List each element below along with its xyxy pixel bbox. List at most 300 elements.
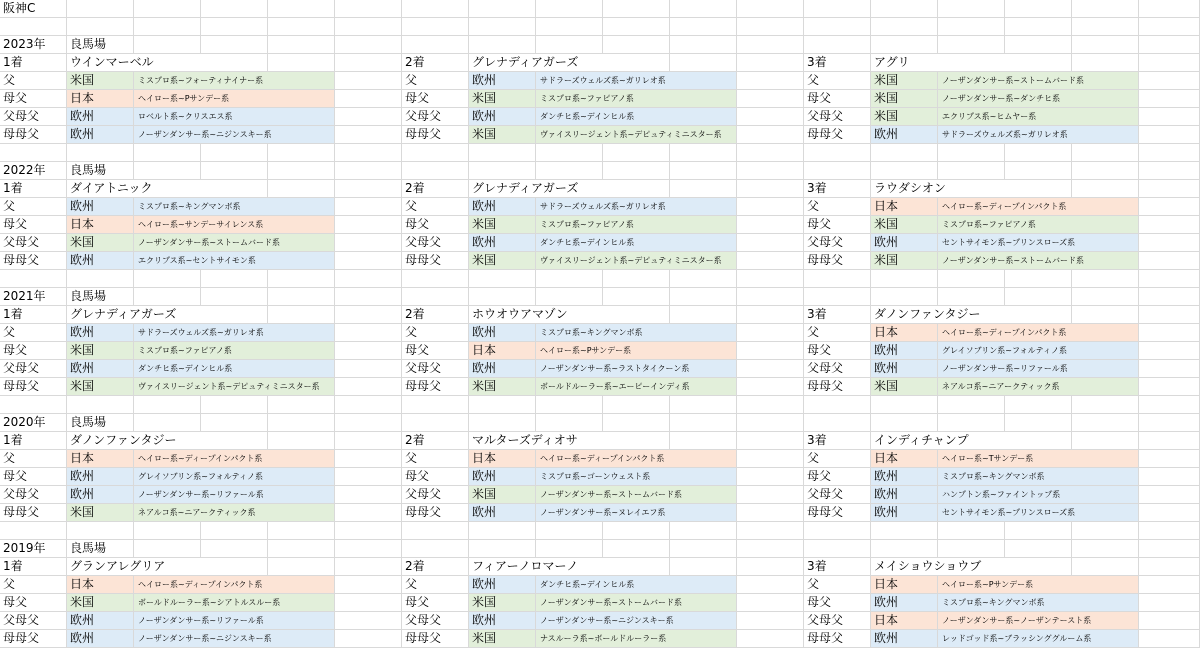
empty-cell[interactable] bbox=[1072, 54, 1139, 72]
empty-cell[interactable] bbox=[737, 324, 804, 342]
empty-cell[interactable] bbox=[67, 396, 134, 414]
empty-cell[interactable] bbox=[871, 396, 938, 414]
empty-cell[interactable] bbox=[134, 414, 201, 432]
empty-cell[interactable] bbox=[1072, 522, 1139, 540]
empty-cell[interactable] bbox=[1139, 234, 1200, 252]
empty-cell[interactable] bbox=[804, 396, 871, 414]
empty-cell[interactable] bbox=[603, 288, 670, 306]
empty-cell[interactable] bbox=[1139, 270, 1200, 288]
sire-line: ノーザンダンサー系~ニジンスキー系 bbox=[134, 630, 335, 648]
empty-cell[interactable] bbox=[737, 126, 804, 144]
empty-cell[interactable] bbox=[335, 450, 402, 468]
empty-cell[interactable] bbox=[268, 414, 335, 432]
empty-cell[interactable] bbox=[201, 522, 268, 540]
empty-cell[interactable] bbox=[871, 18, 938, 36]
year-label: 2022年 bbox=[0, 162, 67, 180]
empty-cell[interactable] bbox=[670, 306, 737, 324]
sire-line: サドラーズウェルズ系~ガリレオ系 bbox=[134, 324, 335, 342]
region-label: 米国 bbox=[469, 126, 536, 144]
sire-line: ノーザンダンサー系~ノーザンテースト系 bbox=[938, 612, 1139, 630]
empty-cell[interactable] bbox=[536, 288, 603, 306]
empty-cell[interactable] bbox=[737, 54, 804, 72]
empty-cell[interactable] bbox=[737, 576, 804, 594]
empty-cell[interactable] bbox=[871, 414, 938, 432]
empty-cell[interactable] bbox=[335, 558, 402, 576]
empty-cell[interactable] bbox=[1139, 0, 1200, 18]
empty-cell[interactable] bbox=[1005, 522, 1072, 540]
empty-cell[interactable] bbox=[335, 378, 402, 396]
empty-cell[interactable] bbox=[402, 0, 469, 18]
empty-cell[interactable] bbox=[737, 612, 804, 630]
empty-cell[interactable] bbox=[268, 558, 335, 576]
empty-cell[interactable] bbox=[402, 414, 469, 432]
empty-cell[interactable] bbox=[1139, 360, 1200, 378]
empty-cell[interactable] bbox=[737, 198, 804, 216]
empty-cell[interactable] bbox=[1072, 432, 1139, 450]
empty-cell[interactable] bbox=[134, 162, 201, 180]
empty-cell[interactable] bbox=[469, 270, 536, 288]
empty-cell[interactable] bbox=[335, 288, 402, 306]
empty-cell[interactable] bbox=[1005, 0, 1072, 18]
empty-cell[interactable] bbox=[335, 342, 402, 360]
region-label: 米国 bbox=[469, 486, 536, 504]
empty-cell[interactable] bbox=[402, 18, 469, 36]
empty-cell[interactable] bbox=[335, 360, 402, 378]
empty-cell[interactable] bbox=[469, 144, 536, 162]
empty-cell[interactable] bbox=[737, 432, 804, 450]
empty-cell[interactable] bbox=[670, 396, 737, 414]
empty-cell[interactable] bbox=[737, 36, 804, 54]
empty-cell[interactable] bbox=[402, 522, 469, 540]
empty-cell[interactable] bbox=[67, 522, 134, 540]
empty-cell[interactable] bbox=[134, 396, 201, 414]
empty-cell[interactable] bbox=[1005, 162, 1072, 180]
empty-cell[interactable] bbox=[938, 162, 1005, 180]
empty-cell[interactable] bbox=[335, 108, 402, 126]
empty-cell[interactable] bbox=[1072, 288, 1139, 306]
empty-cell[interactable] bbox=[335, 252, 402, 270]
empty-cell[interactable] bbox=[335, 162, 402, 180]
empty-cell[interactable] bbox=[737, 414, 804, 432]
empty-cell[interactable] bbox=[804, 144, 871, 162]
empty-cell[interactable] bbox=[1139, 414, 1200, 432]
empty-cell[interactable] bbox=[335, 504, 402, 522]
empty-cell[interactable] bbox=[1005, 270, 1072, 288]
empty-cell[interactable] bbox=[1139, 306, 1200, 324]
empty-cell[interactable] bbox=[134, 0, 201, 18]
empty-cell[interactable] bbox=[1139, 288, 1200, 306]
empty-cell[interactable] bbox=[335, 36, 402, 54]
empty-cell[interactable] bbox=[536, 540, 603, 558]
empty-cell[interactable] bbox=[670, 558, 737, 576]
empty-cell[interactable] bbox=[67, 18, 134, 36]
empty-cell[interactable] bbox=[536, 396, 603, 414]
empty-cell[interactable] bbox=[670, 180, 737, 198]
empty-cell[interactable] bbox=[603, 414, 670, 432]
empty-cell[interactable] bbox=[201, 414, 268, 432]
empty-cell[interactable] bbox=[536, 0, 603, 18]
empty-cell[interactable] bbox=[335, 468, 402, 486]
empty-cell[interactable] bbox=[1005, 396, 1072, 414]
empty-cell[interactable] bbox=[737, 288, 804, 306]
empty-cell[interactable] bbox=[0, 522, 67, 540]
empty-cell[interactable] bbox=[1139, 378, 1200, 396]
empty-cell[interactable] bbox=[469, 396, 536, 414]
empty-cell[interactable] bbox=[1005, 540, 1072, 558]
empty-cell[interactable] bbox=[1139, 612, 1200, 630]
empty-cell[interactable] bbox=[402, 162, 469, 180]
empty-cell[interactable] bbox=[1139, 432, 1200, 450]
empty-cell[interactable] bbox=[1139, 594, 1200, 612]
empty-cell[interactable] bbox=[1005, 144, 1072, 162]
empty-cell[interactable] bbox=[268, 270, 335, 288]
empty-cell[interactable] bbox=[0, 18, 67, 36]
empty-cell[interactable] bbox=[871, 522, 938, 540]
empty-cell[interactable] bbox=[938, 36, 1005, 54]
empty-cell[interactable] bbox=[335, 0, 402, 18]
empty-cell[interactable] bbox=[804, 36, 871, 54]
empty-cell[interactable] bbox=[201, 162, 268, 180]
empty-cell[interactable] bbox=[268, 432, 335, 450]
empty-cell[interactable] bbox=[603, 0, 670, 18]
empty-cell[interactable] bbox=[1005, 18, 1072, 36]
empty-cell[interactable] bbox=[268, 288, 335, 306]
empty-cell[interactable] bbox=[1139, 108, 1200, 126]
empty-cell[interactable] bbox=[1139, 522, 1200, 540]
empty-cell[interactable] bbox=[469, 288, 536, 306]
empty-cell[interactable] bbox=[737, 144, 804, 162]
empty-cell[interactable] bbox=[1139, 216, 1200, 234]
empty-cell[interactable] bbox=[1139, 54, 1200, 72]
empty-cell[interactable] bbox=[1139, 630, 1200, 648]
empty-cell[interactable] bbox=[603, 36, 670, 54]
empty-cell[interactable] bbox=[402, 36, 469, 54]
empty-cell[interactable] bbox=[938, 288, 1005, 306]
empty-cell[interactable] bbox=[536, 18, 603, 36]
empty-cell[interactable] bbox=[1072, 144, 1139, 162]
empty-cell[interactable] bbox=[268, 540, 335, 558]
empty-cell[interactable] bbox=[737, 216, 804, 234]
empty-cell[interactable] bbox=[603, 144, 670, 162]
region-label: 欧州 bbox=[67, 252, 134, 270]
empty-cell[interactable] bbox=[1139, 558, 1200, 576]
empty-cell[interactable] bbox=[670, 270, 737, 288]
empty-cell[interactable] bbox=[67, 0, 134, 18]
empty-cell[interactable] bbox=[737, 558, 804, 576]
empty-cell[interactable] bbox=[737, 108, 804, 126]
empty-cell[interactable] bbox=[134, 144, 201, 162]
empty-cell[interactable] bbox=[1139, 162, 1200, 180]
empty-cell[interactable] bbox=[134, 270, 201, 288]
empty-cell[interactable] bbox=[1139, 342, 1200, 360]
empty-cell[interactable] bbox=[670, 288, 737, 306]
empty-cell[interactable] bbox=[737, 180, 804, 198]
empty-cell[interactable] bbox=[737, 450, 804, 468]
empty-cell[interactable] bbox=[335, 180, 402, 198]
empty-cell[interactable] bbox=[469, 540, 536, 558]
empty-cell[interactable] bbox=[938, 522, 1005, 540]
empty-cell[interactable] bbox=[268, 306, 335, 324]
finish-rank: 3着 bbox=[804, 558, 871, 576]
empty-cell[interactable] bbox=[871, 144, 938, 162]
sire-line: ミスプロ系~キングマンボ系 bbox=[938, 594, 1139, 612]
empty-cell[interactable] bbox=[1072, 270, 1139, 288]
empty-cell[interactable] bbox=[402, 270, 469, 288]
empty-cell[interactable] bbox=[737, 90, 804, 108]
empty-cell[interactable] bbox=[737, 252, 804, 270]
empty-cell[interactable] bbox=[1139, 540, 1200, 558]
empty-cell[interactable] bbox=[335, 72, 402, 90]
empty-cell[interactable] bbox=[670, 162, 737, 180]
empty-cell[interactable] bbox=[1139, 180, 1200, 198]
empty-cell[interactable] bbox=[335, 216, 402, 234]
empty-cell[interactable] bbox=[1072, 558, 1139, 576]
empty-cell[interactable] bbox=[1005, 36, 1072, 54]
empty-cell[interactable] bbox=[335, 306, 402, 324]
empty-cell[interactable] bbox=[335, 576, 402, 594]
empty-cell[interactable] bbox=[201, 288, 268, 306]
empty-cell[interactable] bbox=[603, 540, 670, 558]
empty-cell[interactable] bbox=[1072, 162, 1139, 180]
region-label: 米国 bbox=[871, 90, 938, 108]
empty-cell[interactable] bbox=[871, 162, 938, 180]
empty-cell[interactable] bbox=[335, 54, 402, 72]
empty-cell[interactable] bbox=[335, 612, 402, 630]
empty-cell[interactable] bbox=[402, 144, 469, 162]
empty-cell[interactable] bbox=[335, 540, 402, 558]
empty-cell[interactable] bbox=[1139, 486, 1200, 504]
empty-cell[interactable] bbox=[804, 288, 871, 306]
empty-cell[interactable] bbox=[804, 270, 871, 288]
empty-cell[interactable] bbox=[335, 18, 402, 36]
empty-cell[interactable] bbox=[938, 144, 1005, 162]
empty-cell[interactable] bbox=[0, 270, 67, 288]
empty-cell[interactable] bbox=[268, 36, 335, 54]
empty-cell[interactable] bbox=[1139, 468, 1200, 486]
empty-cell[interactable] bbox=[201, 540, 268, 558]
empty-cell[interactable] bbox=[737, 594, 804, 612]
empty-cell[interactable] bbox=[335, 234, 402, 252]
empty-cell[interactable] bbox=[469, 36, 536, 54]
empty-cell[interactable] bbox=[737, 540, 804, 558]
empty-cell[interactable] bbox=[335, 630, 402, 648]
empty-cell[interactable] bbox=[670, 18, 737, 36]
empty-cell[interactable] bbox=[737, 378, 804, 396]
empty-cell[interactable] bbox=[335, 90, 402, 108]
empty-cell[interactable] bbox=[469, 414, 536, 432]
empty-cell[interactable] bbox=[1072, 180, 1139, 198]
empty-cell[interactable] bbox=[469, 522, 536, 540]
empty-cell[interactable] bbox=[737, 18, 804, 36]
empty-cell[interactable] bbox=[670, 414, 737, 432]
empty-cell[interactable] bbox=[67, 270, 134, 288]
empty-cell[interactable] bbox=[1139, 36, 1200, 54]
empty-cell[interactable] bbox=[1139, 144, 1200, 162]
empty-cell[interactable] bbox=[134, 288, 201, 306]
empty-cell[interactable] bbox=[938, 270, 1005, 288]
empty-cell[interactable] bbox=[536, 144, 603, 162]
empty-cell[interactable] bbox=[737, 630, 804, 648]
region-label: 欧州 bbox=[871, 486, 938, 504]
empty-cell[interactable] bbox=[1139, 324, 1200, 342]
empty-cell[interactable] bbox=[1072, 18, 1139, 36]
empty-cell[interactable] bbox=[335, 522, 402, 540]
empty-cell[interactable] bbox=[804, 162, 871, 180]
region-label: 米国 bbox=[469, 216, 536, 234]
empty-cell[interactable] bbox=[268, 180, 335, 198]
empty-cell[interactable] bbox=[871, 540, 938, 558]
empty-cell[interactable] bbox=[804, 18, 871, 36]
empty-cell[interactable] bbox=[1139, 18, 1200, 36]
empty-cell[interactable] bbox=[871, 36, 938, 54]
empty-cell[interactable] bbox=[335, 324, 402, 342]
empty-cell[interactable] bbox=[469, 162, 536, 180]
empty-cell[interactable] bbox=[268, 54, 335, 72]
empty-cell[interactable] bbox=[737, 360, 804, 378]
empty-cell[interactable] bbox=[1072, 540, 1139, 558]
empty-cell[interactable] bbox=[603, 396, 670, 414]
empty-cell[interactable] bbox=[335, 414, 402, 432]
empty-cell[interactable] bbox=[938, 396, 1005, 414]
empty-cell[interactable] bbox=[938, 540, 1005, 558]
empty-cell[interactable] bbox=[737, 162, 804, 180]
empty-cell[interactable] bbox=[402, 540, 469, 558]
track-condition: 良馬場 bbox=[67, 162, 134, 180]
empty-cell[interactable] bbox=[1072, 0, 1139, 18]
pedigree-role: 母父 bbox=[0, 594, 67, 612]
empty-cell[interactable] bbox=[938, 414, 1005, 432]
empty-cell[interactable] bbox=[536, 414, 603, 432]
empty-cell[interactable] bbox=[938, 18, 1005, 36]
empty-cell[interactable] bbox=[737, 72, 804, 90]
empty-cell[interactable] bbox=[603, 162, 670, 180]
empty-cell[interactable] bbox=[737, 396, 804, 414]
empty-cell[interactable] bbox=[670, 0, 737, 18]
empty-cell[interactable] bbox=[201, 0, 268, 18]
empty-cell[interactable] bbox=[670, 540, 737, 558]
empty-cell[interactable] bbox=[335, 144, 402, 162]
empty-cell[interactable] bbox=[1072, 396, 1139, 414]
empty-cell[interactable] bbox=[268, 18, 335, 36]
empty-cell[interactable] bbox=[335, 198, 402, 216]
empty-cell[interactable] bbox=[201, 18, 268, 36]
empty-cell[interactable] bbox=[335, 486, 402, 504]
empty-cell[interactable] bbox=[1072, 36, 1139, 54]
empty-cell[interactable] bbox=[737, 270, 804, 288]
empty-cell[interactable] bbox=[134, 18, 201, 36]
empty-cell[interactable] bbox=[804, 522, 871, 540]
horse-name: ラウダシオン bbox=[871, 180, 1072, 198]
empty-cell[interactable] bbox=[268, 522, 335, 540]
empty-cell[interactable] bbox=[871, 270, 938, 288]
empty-cell[interactable] bbox=[0, 144, 67, 162]
empty-cell[interactable] bbox=[737, 342, 804, 360]
empty-cell[interactable] bbox=[134, 540, 201, 558]
empty-cell[interactable] bbox=[268, 144, 335, 162]
pedigree-role: 父 bbox=[402, 576, 469, 594]
empty-cell[interactable] bbox=[1139, 396, 1200, 414]
sire-line: ノーザンダンサー系~ヌレイエフ系 bbox=[536, 504, 737, 522]
empty-cell[interactable] bbox=[1005, 414, 1072, 432]
empty-cell[interactable] bbox=[871, 0, 938, 18]
empty-cell[interactable] bbox=[804, 414, 871, 432]
empty-cell[interactable] bbox=[603, 18, 670, 36]
empty-cell[interactable] bbox=[469, 0, 536, 18]
empty-cell[interactable] bbox=[603, 522, 670, 540]
empty-cell[interactable] bbox=[536, 162, 603, 180]
empty-cell[interactable] bbox=[737, 468, 804, 486]
empty-cell[interactable] bbox=[670, 522, 737, 540]
empty-cell[interactable] bbox=[1139, 252, 1200, 270]
empty-cell[interactable] bbox=[268, 0, 335, 18]
empty-cell[interactable] bbox=[1072, 414, 1139, 432]
empty-cell[interactable] bbox=[201, 270, 268, 288]
empty-cell[interactable] bbox=[1139, 450, 1200, 468]
empty-cell[interactable] bbox=[1139, 126, 1200, 144]
empty-cell[interactable] bbox=[1139, 72, 1200, 90]
empty-cell[interactable] bbox=[670, 144, 737, 162]
empty-cell[interactable] bbox=[335, 396, 402, 414]
empty-cell[interactable] bbox=[536, 36, 603, 54]
empty-cell[interactable] bbox=[737, 234, 804, 252]
empty-cell[interactable] bbox=[1072, 306, 1139, 324]
empty-cell[interactable] bbox=[670, 36, 737, 54]
empty-cell[interactable] bbox=[134, 522, 201, 540]
pedigree-role: 母母父 bbox=[402, 252, 469, 270]
empty-cell[interactable] bbox=[201, 144, 268, 162]
empty-cell[interactable] bbox=[335, 270, 402, 288]
empty-cell[interactable] bbox=[67, 144, 134, 162]
empty-cell[interactable] bbox=[737, 486, 804, 504]
empty-cell[interactable] bbox=[134, 36, 201, 54]
empty-cell[interactable] bbox=[536, 270, 603, 288]
empty-cell[interactable] bbox=[804, 540, 871, 558]
pedigree-role: 父母父 bbox=[0, 486, 67, 504]
empty-cell[interactable] bbox=[0, 396, 67, 414]
empty-cell[interactable] bbox=[536, 522, 603, 540]
empty-cell[interactable] bbox=[737, 504, 804, 522]
empty-cell[interactable] bbox=[201, 396, 268, 414]
empty-cell[interactable] bbox=[1005, 288, 1072, 306]
empty-cell[interactable] bbox=[938, 0, 1005, 18]
empty-cell[interactable] bbox=[402, 396, 469, 414]
pedigree-role: 母母父 bbox=[804, 378, 871, 396]
sire-line: ハンプトン系~ファイントップ系 bbox=[938, 486, 1139, 504]
empty-cell[interactable] bbox=[335, 432, 402, 450]
empty-cell[interactable] bbox=[268, 396, 335, 414]
empty-cell[interactable] bbox=[469, 18, 536, 36]
empty-cell[interactable] bbox=[268, 162, 335, 180]
empty-cell[interactable] bbox=[737, 522, 804, 540]
empty-cell[interactable] bbox=[737, 306, 804, 324]
empty-cell[interactable] bbox=[1139, 576, 1200, 594]
empty-cell[interactable] bbox=[871, 288, 938, 306]
empty-cell[interactable] bbox=[670, 54, 737, 72]
empty-cell[interactable] bbox=[603, 270, 670, 288]
empty-cell[interactable] bbox=[335, 126, 402, 144]
empty-cell[interactable] bbox=[1139, 504, 1200, 522]
finish-rank: 1着 bbox=[0, 558, 67, 576]
empty-cell[interactable] bbox=[1139, 198, 1200, 216]
empty-cell[interactable] bbox=[804, 0, 871, 18]
pedigree-role: 父母父 bbox=[402, 234, 469, 252]
empty-cell[interactable] bbox=[402, 288, 469, 306]
empty-cell[interactable] bbox=[737, 0, 804, 18]
empty-cell[interactable] bbox=[670, 432, 737, 450]
empty-cell[interactable] bbox=[201, 36, 268, 54]
empty-cell[interactable] bbox=[335, 594, 402, 612]
empty-cell[interactable] bbox=[1139, 90, 1200, 108]
